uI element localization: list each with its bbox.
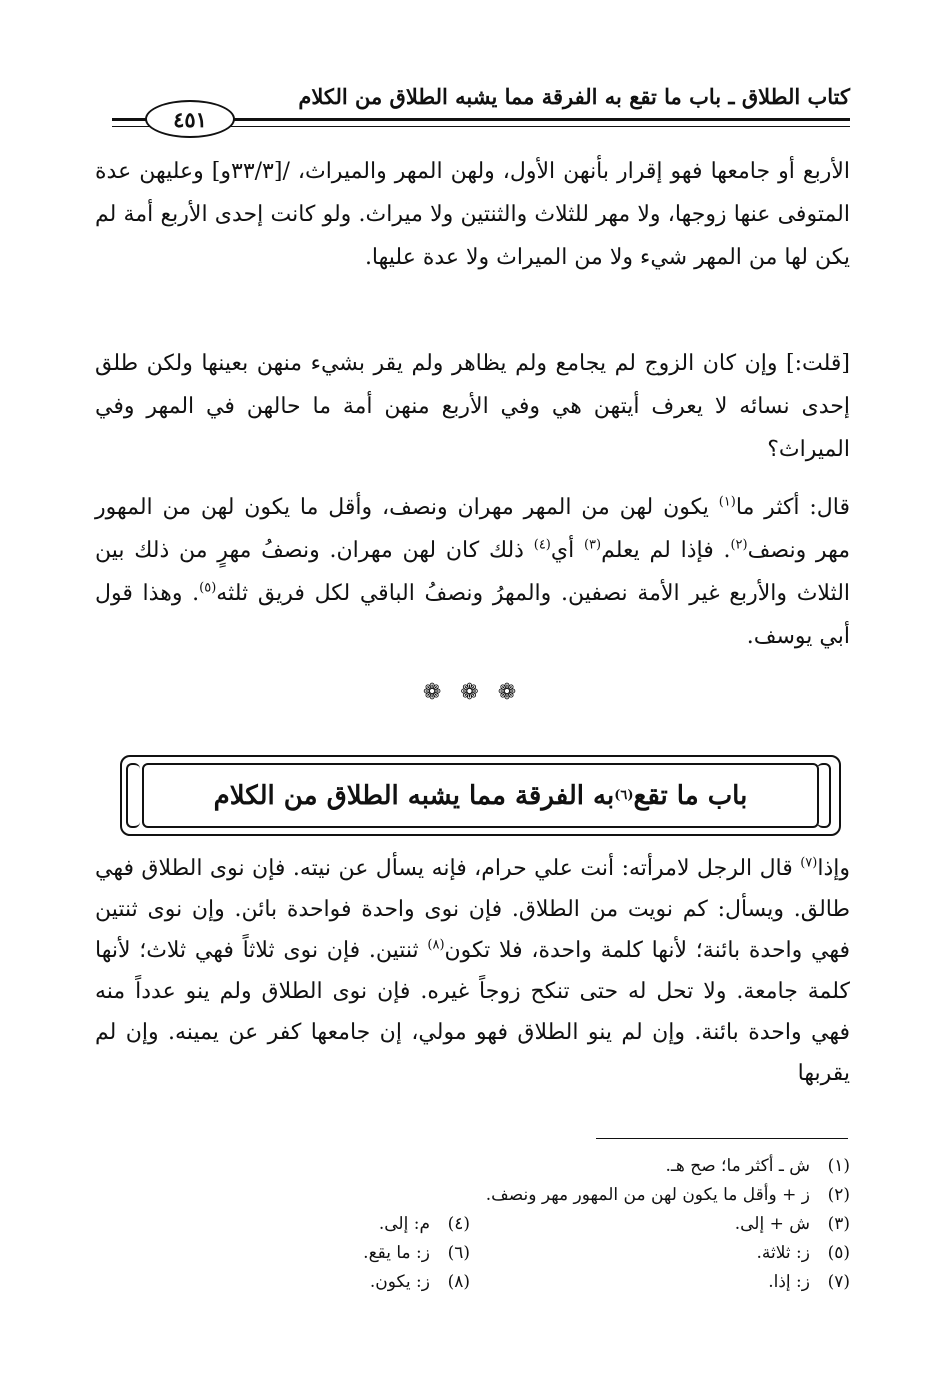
frame-cap-right bbox=[817, 763, 831, 828]
footnote-marker-3[interactable]: (٣) bbox=[583, 537, 602, 553]
footnote-text: ز + وأقل ما يكون لهن من المهور مهر ونصف. bbox=[485, 1185, 810, 1205]
paragraph-3-text: أي bbox=[550, 538, 584, 563]
footnote-number: (٦) bbox=[447, 1243, 470, 1263]
paragraph-4-text: ثنتين. فإن نوى ثلاثاً فهي ثلاث؛ لأنها كلمة جامعة. ولا تحل له حتى تنكح زوجاً غيره. فإن نوى الطلاق ولم ينو عدداً منه فهي واحدة بائنة. وإن لم ينو الطلاق فهو مولي، إن جامعها كفر عن يمينه. وإن لم يقربها bbox=[95, 938, 850, 1086]
footnote-7 bbox=[470, 1268, 850, 1297]
chapter-heading-text: به الفرقة مما يشبه الطلاق من الكلام bbox=[213, 780, 615, 811]
footnote-text: ز: يكون. bbox=[369, 1272, 430, 1292]
paragraph-4 bbox=[95, 848, 850, 1094]
footnote-text: ز: إذا. bbox=[768, 1272, 810, 1292]
paragraph-3-text: قال: أكثر ما bbox=[735, 495, 850, 520]
footnote-row bbox=[90, 1181, 850, 1210]
paragraph-3-text: . فإذا لم يعلم bbox=[601, 538, 731, 563]
footnote-row bbox=[90, 1239, 850, 1268]
paragraph-3 bbox=[95, 486, 850, 658]
footnote-4 bbox=[90, 1210, 470, 1239]
paragraph-1: الأربع أو جامعها فهو إقرار بأنهن الأول، ولهن المهر والميراث، /[٣٣/٣و] وعليهن عدة المتوفى عنها زوجها، ولا مهر للثلاث والثنتين ولا ميراث. ولو كانت إحدى الأربع أمة لم يكن لها من المهر شيء ولا من الميراث ولا عدة عليها. bbox=[95, 159, 850, 270]
paragraph-3-text: يكون لهن من المهر مهران ونصف، وأقل ما يكون لهن من المهور مهر ونصف bbox=[95, 495, 850, 563]
footnote-6 bbox=[90, 1239, 470, 1268]
footnote-marker-7[interactable]: (٧) bbox=[800, 855, 818, 871]
footnote-number: (٢) bbox=[827, 1185, 850, 1205]
frame-cap-left bbox=[126, 763, 140, 828]
paragraph-3-text: . وهذا قول أبي يوسف. bbox=[95, 581, 850, 649]
footnote-text: ز: ما يقع. bbox=[363, 1243, 430, 1263]
footnote-marker-2[interactable]: (٢) bbox=[730, 537, 748, 553]
paragraph-3-text: ذلك كان لهن مهران. ونصفُ مهرٍ من ذلك بين الثلاث والأربع غير الأمة نصفين. والمهرُ ونصفُ الباقي لكل فريق ثلثه bbox=[95, 538, 851, 606]
footnote-number: (٥) bbox=[827, 1243, 850, 1263]
footnote-number: (٧) bbox=[827, 1272, 850, 1292]
footnote-1 bbox=[90, 1152, 850, 1181]
footnote-5 bbox=[470, 1239, 850, 1268]
footnote-row bbox=[90, 1152, 850, 1181]
footnote-marker-1[interactable]: (١) bbox=[718, 494, 736, 510]
chapter-heading-text: باب ما تقع bbox=[633, 780, 748, 811]
paragraph-4-text: قال الرجل لامرأته: أنت علي حرام، فإنه يسأل عن نيته. فإن نوى الطلاق فهي طالق. ويسأل: كم نويت من الطلاق. فإن نوى واحدة فواحدة بائن. وإن نوى ثنتين فهي واحدة بائنة؛ لأنها كلمة واحدة، فلا تكون bbox=[95, 856, 850, 963]
footnotes-section bbox=[90, 1152, 850, 1297]
paragraph-2: [قلت:] وإن كان الزوج لم يجامع ولم يظاهر ولم يقر بشيء منهن بعينها ولكن طلق إحدى نسائه لا يعرف أيتهن هي وفي الأربع منهن أمة ما حالهن في المهر وفي الميراث؟ bbox=[95, 351, 850, 462]
footnote-text: ش + إلى. bbox=[734, 1214, 810, 1234]
footnote-number: (١) bbox=[827, 1156, 850, 1176]
footnote-text: ز: ثلاثة. bbox=[756, 1243, 810, 1263]
footnote-number: (٣) bbox=[827, 1214, 850, 1234]
footnote-row bbox=[90, 1268, 850, 1297]
footnote-text: م: إلى. bbox=[378, 1214, 430, 1234]
footnote-row bbox=[90, 1210, 850, 1239]
footnote-8 bbox=[90, 1268, 470, 1297]
footnote-2 bbox=[90, 1181, 850, 1210]
footnote-number: (٨) bbox=[447, 1272, 470, 1292]
footnote-text: ش ـ أكثر ما؛ صح هـ. bbox=[665, 1156, 810, 1176]
footnote-separator bbox=[596, 1138, 848, 1139]
running-header-title: كتاب الطلاق ـ باب ما تقع به الفرقة مما يشبه الطلاق من الكلام bbox=[298, 84, 850, 109]
page-number: ٤٥١ bbox=[145, 100, 235, 138]
footnote-number: (٤) bbox=[447, 1214, 470, 1234]
paragraph-4-text: وإذا bbox=[817, 856, 850, 881]
footnote-marker-4[interactable]: (٤) bbox=[533, 537, 551, 553]
footnote-marker-5[interactable]: (٥) bbox=[199, 580, 217, 596]
footnote-marker-8[interactable]: (٨) bbox=[427, 937, 445, 953]
section-divider-ornament: ❁ ❁ ❁ bbox=[422, 680, 523, 705]
footnote-3 bbox=[470, 1210, 850, 1239]
chapter-heading: باب ما تقع (٦) به الفرقة مما يشبه الطلاق من الكلام bbox=[142, 763, 819, 828]
